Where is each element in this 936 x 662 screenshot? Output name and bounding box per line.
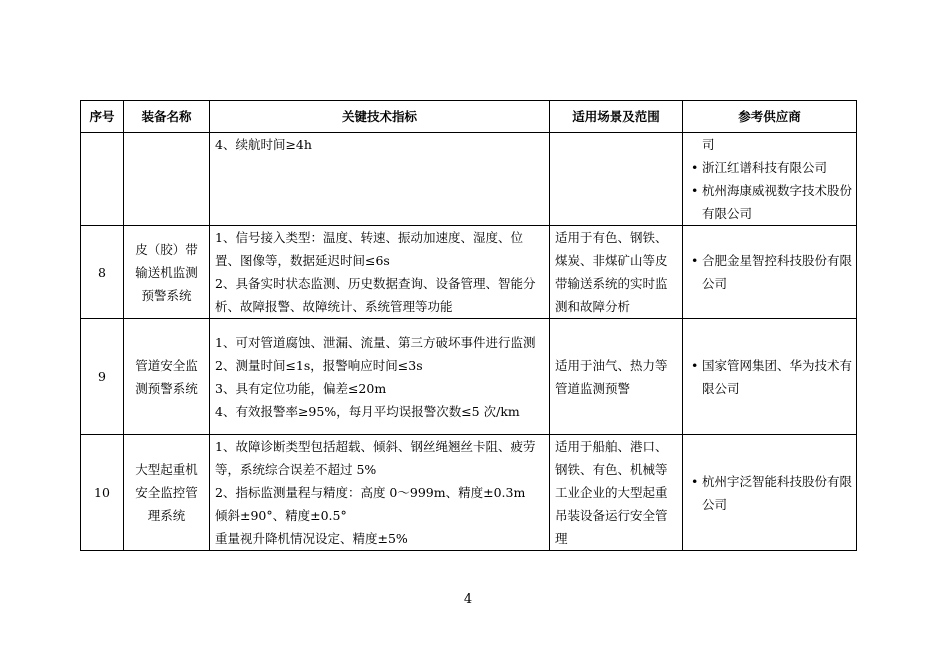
spec-line: 2、测量时间≤1s，报警响应时间≤3s bbox=[215, 357, 423, 373]
bullet-icon: • bbox=[691, 357, 699, 373]
row-suppliers bbox=[683, 319, 857, 435]
spec-line: 重量视升降机情况设定、精度±5% bbox=[215, 531, 408, 546]
row-index bbox=[81, 133, 124, 226]
supplier-item: • 杭州海康威视数字技术股份有限公司 bbox=[691, 179, 852, 225]
equipment-table bbox=[80, 100, 857, 551]
row-key-specs bbox=[210, 435, 550, 551]
row-equipment-name bbox=[124, 133, 210, 226]
spec-line: 1、故障诊断类型包括超载、倾斜、钢丝绳翘丝卡阻、疲劳等，系统综合误差不超过 5% bbox=[215, 439, 536, 477]
spec-line: 4、续航时间≥4h bbox=[215, 137, 312, 152]
row-index: 9 bbox=[81, 319, 124, 435]
row-scope bbox=[550, 133, 683, 226]
row-key-specs bbox=[210, 319, 550, 435]
table-header-row bbox=[81, 101, 857, 133]
row-key-specs bbox=[210, 133, 550, 226]
row-equipment-name: 皮（胶）带输送机监测预警系统 bbox=[124, 226, 210, 319]
header-key-specs: 关键技术指标 bbox=[210, 101, 550, 133]
supplier-item: • 浙江红谱科技有限公司 bbox=[691, 156, 852, 179]
spec-line: 1、信号接入类型：温度、转速、振动加速度、湿度、位置、图像等，数据延迟时间≤6s bbox=[215, 230, 523, 268]
header-index: 序号 bbox=[81, 101, 124, 133]
supplier-continuation: 司 bbox=[702, 137, 715, 152]
header-equipment-name: 装备名称 bbox=[124, 101, 210, 133]
row-index: 8 bbox=[81, 226, 124, 319]
row-scope: 适用于有色、钢铁、煤炭、非煤矿山等皮带输送系统的实时监测和故障分析 bbox=[550, 226, 683, 319]
spec-line: 2、具备实时状态监测、历史数据查询、设备管理、智能分析、故障报警、故障统计、系统管理等功能 bbox=[215, 276, 536, 314]
spec-line: 2、指标监测量程与精度：高度 0～999m、精度±0.3m bbox=[215, 485, 526, 500]
row-key-specs bbox=[210, 226, 550, 319]
table-row bbox=[81, 226, 857, 319]
bullet-icon: • bbox=[691, 183, 699, 198]
page-number: 4 bbox=[463, 592, 473, 607]
row-suppliers bbox=[683, 226, 857, 319]
bullet-icon: • bbox=[691, 473, 699, 489]
bullet-icon: • bbox=[691, 253, 699, 268]
table-row bbox=[81, 133, 857, 226]
bullet-icon: • bbox=[691, 160, 699, 175]
spec-line: 3、具有定位功能，偏差≤20m bbox=[215, 380, 387, 396]
row-scope: 适用于船舶、港口、钢铁、有色、机械等工业企业的大型起重吊装设备运行安全管理 bbox=[550, 435, 683, 551]
row-index: 10 bbox=[81, 435, 124, 551]
spec-line: 倾斜±90°、精度±0.5° bbox=[215, 508, 347, 523]
table-row bbox=[81, 319, 857, 435]
row-equipment-name: 管道安全监测预警系统 bbox=[124, 319, 210, 435]
supplier-item: • 国家管网集团、华为技术有限公司 bbox=[691, 354, 852, 400]
row-scope: 适用于油气、热力等管道监测预警 bbox=[550, 319, 683, 435]
row-equipment-name: 大型起重机安全监控管理系统 bbox=[124, 435, 210, 551]
spec-line: 4、有效报警率≥95%，每月平均误报警次数≤5 次/km bbox=[215, 403, 520, 419]
supplier-item: • 合肥金星智控科技股份有限公司 bbox=[691, 249, 852, 295]
row-suppliers bbox=[683, 133, 857, 226]
header-scope: 适用场景及范围 bbox=[550, 101, 683, 133]
spec-line: 1、可对管道腐蚀、泄漏、流量、第三方破坏事件进行监测 bbox=[215, 334, 536, 350]
supplier-item: • 杭州宇泛智能科技股份有限公司 bbox=[691, 470, 852, 516]
row-suppliers bbox=[683, 435, 857, 551]
table-row bbox=[81, 435, 857, 551]
header-suppliers: 参考供应商 bbox=[683, 101, 857, 133]
